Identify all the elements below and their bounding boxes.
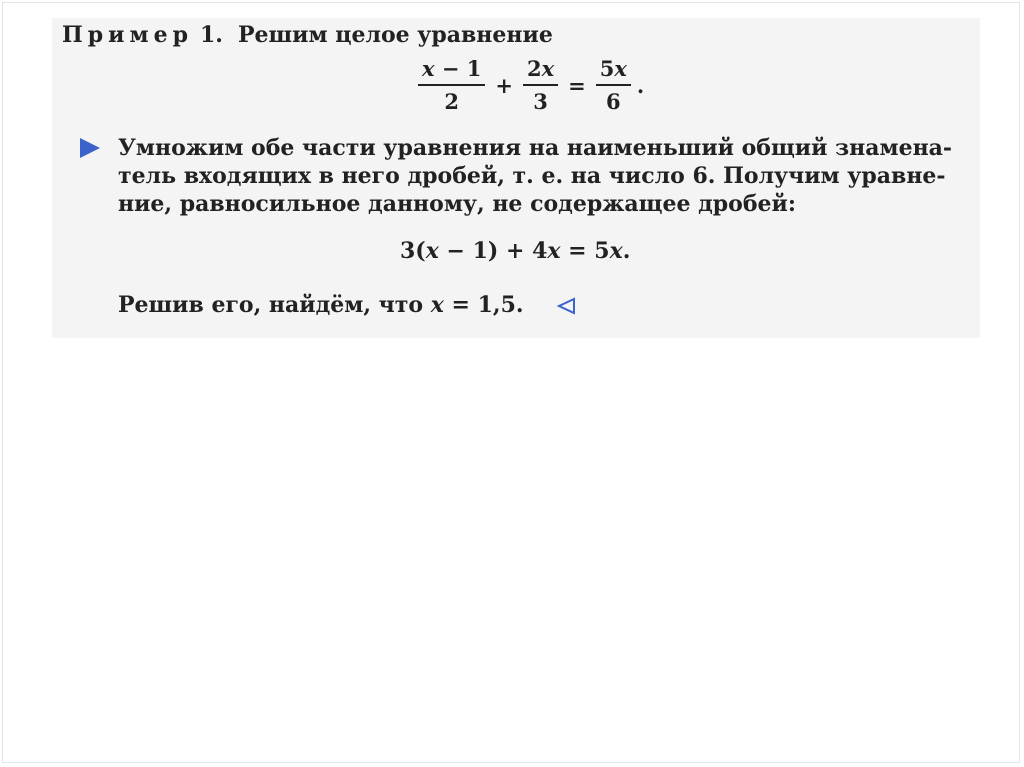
- fraction-3-numerator: 5x: [596, 56, 631, 86]
- triangle-right-icon: [80, 138, 100, 158]
- example-number: 1.: [199, 22, 223, 48]
- example-label: Пример: [62, 22, 193, 48]
- triangle-left-outline-icon: [556, 296, 576, 316]
- fraction-3-denominator: 6: [606, 89, 621, 114]
- conclusion-variable: x: [430, 292, 444, 318]
- paragraph-line-1: Умножим обе части уравнения на наименьший общий знамена-: [118, 135, 953, 161]
- fraction-2-numerator: 2x: [523, 56, 558, 86]
- conclusion-text: Решив его, найдём, что: [118, 292, 431, 318]
- conclusion-line: [118, 292, 524, 318]
- equation-period: .: [636, 72, 645, 98]
- paragraph-line-2: тель входящих в него дробей, т. е. на число 6. Получим уравне-: [118, 163, 946, 189]
- example-title: Решим целое уравнение: [237, 22, 553, 48]
- fraction-2: [523, 56, 558, 114]
- equation-linear: 3(x − 1) + 4x = 5x.: [400, 238, 631, 264]
- fraction-2-denominator: 3: [533, 89, 548, 114]
- fraction-3: [596, 56, 631, 114]
- example-heading: [62, 22, 553, 48]
- paragraph-line-3: ние, равносильное данному, не содержащее дробей:: [118, 191, 796, 217]
- equals-sign: =: [568, 72, 586, 98]
- plus-sign: +: [495, 72, 513, 98]
- fraction-1-numerator: x − 1: [418, 56, 485, 86]
- solution-paragraph: [118, 134, 978, 218]
- equation-fractions: [412, 56, 644, 114]
- conclusion-value: = 1,5.: [443, 292, 524, 318]
- fraction-1-denominator: 2: [444, 89, 459, 114]
- fraction-1: [418, 56, 485, 114]
